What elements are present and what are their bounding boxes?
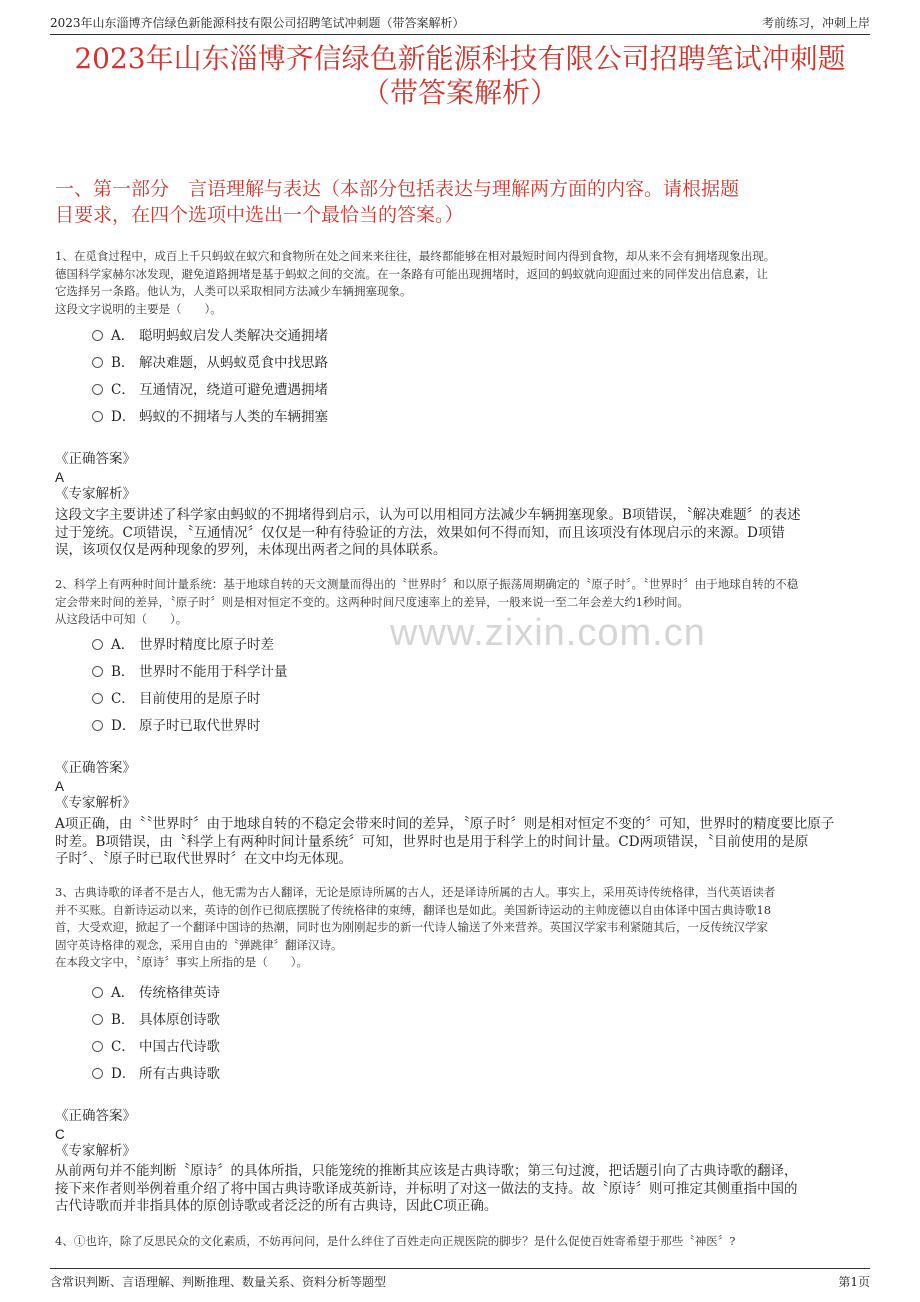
option-b[interactable] xyxy=(92,659,288,686)
option-d[interactable] xyxy=(92,1061,220,1088)
stem-line: 这段文字说明的主要是（ ）。 xyxy=(55,301,222,316)
question-3-answer xyxy=(55,1108,870,1161)
stem-line: 4、①也许，除了反思民众的文化素质，不妨再问问，是什么绊住了百姓走向正规医院的脚步？是什么促使百姓寄希望于那些〝神医〞? xyxy=(55,1234,736,1248)
option-text: 世界时不能用于科学计量 xyxy=(139,664,288,680)
option-b[interactable] xyxy=(92,350,328,377)
explanation-line: 时差。B项错误，由〝科学上有两种时间计量系统〞可知，世界时也是用于科学上的时间计量。CD两项错误，〝目前使用的是原 xyxy=(55,833,809,850)
radio-icon[interactable] xyxy=(92,357,103,368)
question-2-stem xyxy=(55,576,870,629)
question-2-explanation xyxy=(55,816,870,869)
stem-line: 2、科学上有两种时间计量系统：基于地球自转的天文测量而得出的〝世界时〞和以原子振荡周期确定的〝原子时〞。〝世界时〞由于地球自转的不稳 xyxy=(55,577,799,591)
explanation-line: 古代诗歌而并非指具体的原创诗歌或者泛泛的所有古典诗，因此C项正确。 xyxy=(55,1198,498,1214)
question-3-stem xyxy=(55,884,870,972)
explanation-line: 过于笼统。C项错误，〝互通情况〞仅仅是一种有待验证的方法，效果如何不得而知，而且该项没有体现启示的来源。D项错 xyxy=(55,524,785,541)
radio-icon[interactable] xyxy=(92,720,103,731)
question-4-stem xyxy=(55,1233,870,1251)
explanation-line: 接下来作者则举例着重介绍了将中国古典诗歌译成英新诗，并标明了对这一做法的支持。故〝原诗〞则可推定其侧重指中国的 xyxy=(55,1180,798,1197)
option-text: 世界时精度比原子时差 xyxy=(139,637,274,653)
stem-line: 它选择另一条路。他认为，人类可以采取相同方法减少车辆拥塞现象。 xyxy=(55,284,412,298)
option-letter: B． xyxy=(111,1012,135,1028)
stem-line: 首，大受欢迎，掀起了一个翻译中国诗的热潮，同时也为刚刚起步的新一代诗人输送了外来营养。英国汉学家韦利紧随其后，一反传统汉学家 xyxy=(55,920,768,934)
answer-value: A xyxy=(55,778,65,794)
title-line-1: 2023年山东淄博齐信绿色新能源科技有限公司招聘笔试冲刺题 xyxy=(74,42,846,75)
stem-line: 德国科学家赫尔冰发现，避免道路拥堵是基于蚂蚁之间的交流。在一条路有可能出现拥堵时，返回的蚂蚁就向迎面过来的同伴发出信息素，让 xyxy=(55,266,768,281)
section-heading-line-2: 目要求，在四个选项中选出一个最恰当的答案。） xyxy=(55,204,464,226)
option-text: 蚂蚁的不拥堵与人类的车辆拥塞 xyxy=(139,409,328,425)
question-1-answer xyxy=(55,451,870,504)
stem-line: 在本段文字中，〝原诗〞事实上所指的是（ ）。 xyxy=(55,955,308,969)
option-text: 解决难题，从蚂蚁觅食中找思路 xyxy=(139,355,328,371)
page-footer xyxy=(50,1268,870,1293)
option-c[interactable] xyxy=(92,686,288,713)
footer-note: 含常识判断、言语理解、判断推理、数量关系、资料分析等题型 xyxy=(50,1275,387,1289)
radio-icon[interactable] xyxy=(92,330,103,341)
option-d[interactable] xyxy=(92,713,288,740)
option-letter: C． xyxy=(111,1039,135,1055)
option-letter: C． xyxy=(111,382,135,398)
section-heading-line-1: 一、第一部分 言语理解与表达（本部分包括表达与理解两方面的内容。请根据题 xyxy=(55,178,740,200)
header-slogan: 考前练习，冲刺上岸 xyxy=(761,16,870,30)
option-text: 目前使用的是原子时 xyxy=(139,691,261,707)
option-letter: D． xyxy=(111,1066,136,1082)
explanation-line: 这段文字主要讲述了科学家由蚂蚁的不拥堵得到启示，认为可以用相同方法减少车辆拥塞现象。B项错误，〝解决难题〞的表述 xyxy=(55,507,801,523)
option-letter: B． xyxy=(111,355,135,371)
radio-icon[interactable] xyxy=(92,384,103,395)
radio-icon[interactable] xyxy=(92,1068,103,1079)
question-2-answer xyxy=(55,760,870,813)
option-text: 传统格律英诗 xyxy=(139,985,220,1001)
explanation-label: 《专家解析》 xyxy=(55,1143,136,1159)
radio-icon[interactable] xyxy=(92,1041,103,1052)
option-a[interactable] xyxy=(92,323,328,350)
option-letter: D． xyxy=(111,718,136,734)
option-text: 所有古典诗歌 xyxy=(139,1066,220,1082)
explanation-line: 从前两句并不能判断〝原诗〞的具体所指，只能笼统的推断其应该是古典诗歌；第三句过渡，把话题引向了古典诗歌的翻译， xyxy=(55,1163,798,1179)
answer-label: 《正确答案》 xyxy=(55,760,136,776)
explanation-line: 误，该项仅仅是两种现象的罗列，未体现出两者之间的具体联系。 xyxy=(55,542,447,558)
option-text: 原子时已取代世界时 xyxy=(139,718,261,734)
question-3-explanation xyxy=(55,1163,870,1216)
option-letter: D． xyxy=(111,409,136,425)
option-text: 聪明蚂蚁启发人类解决交通拥堵 xyxy=(139,328,328,344)
option-letter: C． xyxy=(111,691,135,707)
option-text: 具体原创诗歌 xyxy=(139,1012,220,1028)
option-letter: A． xyxy=(111,637,135,653)
option-c[interactable] xyxy=(92,1034,220,1061)
page-title xyxy=(0,42,920,110)
section-heading xyxy=(55,176,870,228)
title-line-2: （带答案解析） xyxy=(361,76,558,109)
option-letter: A． xyxy=(111,985,135,1001)
stem-line: 定会带来时间的差异，〝原子时〞则是相对恒定不变的。这两种时间尺度速率上的差异，一般来说一至二年会差大约1秒时间。 xyxy=(55,594,690,609)
radio-icon[interactable] xyxy=(92,639,103,650)
explanation-line: A项正确，由〝〝世界时〞由于地球自转的不稳定会带来时间的差异，〝原子时〞则是相对恒定不变的〞可知，世界时的精度要比原子 xyxy=(55,816,835,832)
stem-line: 从这段话中可知（ ）。 xyxy=(55,612,188,626)
stem-line: 固守英诗格律的观念，采用自由的〝弹跳律〞翻译汉诗。 xyxy=(55,937,343,952)
answer-value: A xyxy=(55,469,65,485)
radio-icon[interactable] xyxy=(92,693,103,704)
explanation-label: 《专家解析》 xyxy=(55,486,136,502)
answer-label: 《正确答案》 xyxy=(55,451,136,467)
option-d[interactable] xyxy=(92,404,328,431)
answer-label: 《正确答案》 xyxy=(55,1108,136,1124)
stem-line: 3、古典诗歌的译者不是古人，他无需为古人翻译，无论是原诗所属的古人，还是译诗所属的古人。事实上，采用英诗传统格律，当代英语读者 xyxy=(55,885,776,899)
explanation-label: 《专家解析》 xyxy=(55,795,136,811)
option-c[interactable] xyxy=(92,377,328,404)
radio-icon[interactable] xyxy=(92,987,103,998)
option-text: 互通情况，绕道可避免遭遇拥堵 xyxy=(139,382,328,398)
question-1-options xyxy=(92,323,328,431)
question-3-options xyxy=(92,980,220,1088)
stem-line: 并不买账。自新诗运动以来，英诗的创作已彻底摆脱了传统格律的束缚，翻译也是如此。美国新诗运动的主帅庞德以自由体译中国古典诗歌18 xyxy=(55,902,772,917)
answer-value: C xyxy=(55,1126,65,1142)
stem-line: 1、在觅食过程中，成百上千只蚂蚁在蚁穴和食物所在处之间来来往往，最终都能够在相对最短时间内得到食物，却从来不会有拥堵现象出现。 xyxy=(55,249,776,263)
option-b[interactable] xyxy=(92,1007,220,1034)
page-header xyxy=(50,10,870,35)
explanation-line: 子时〞、〝原子时已取代世界时〞在文中均无体现。 xyxy=(55,851,352,867)
option-letter: B． xyxy=(111,664,135,680)
radio-icon[interactable] xyxy=(92,411,103,422)
option-letter: A． xyxy=(111,328,135,344)
option-text: 中国古代诗歌 xyxy=(139,1039,220,1055)
radio-icon[interactable] xyxy=(92,666,103,677)
page-number: 第1页 xyxy=(838,1275,870,1289)
option-a[interactable] xyxy=(92,632,288,659)
question-2-options xyxy=(92,632,288,740)
option-a[interactable] xyxy=(92,980,220,1007)
question-1-stem xyxy=(55,248,870,318)
question-1-explanation xyxy=(55,507,870,560)
header-doc-title: 2023年山东淄博齐信绿色新能源科技有限公司招聘笔试冲刺题（带答案解析） xyxy=(50,16,465,30)
radio-icon[interactable] xyxy=(92,1014,103,1025)
watermark: www.zixin.com.cn xyxy=(390,612,706,654)
